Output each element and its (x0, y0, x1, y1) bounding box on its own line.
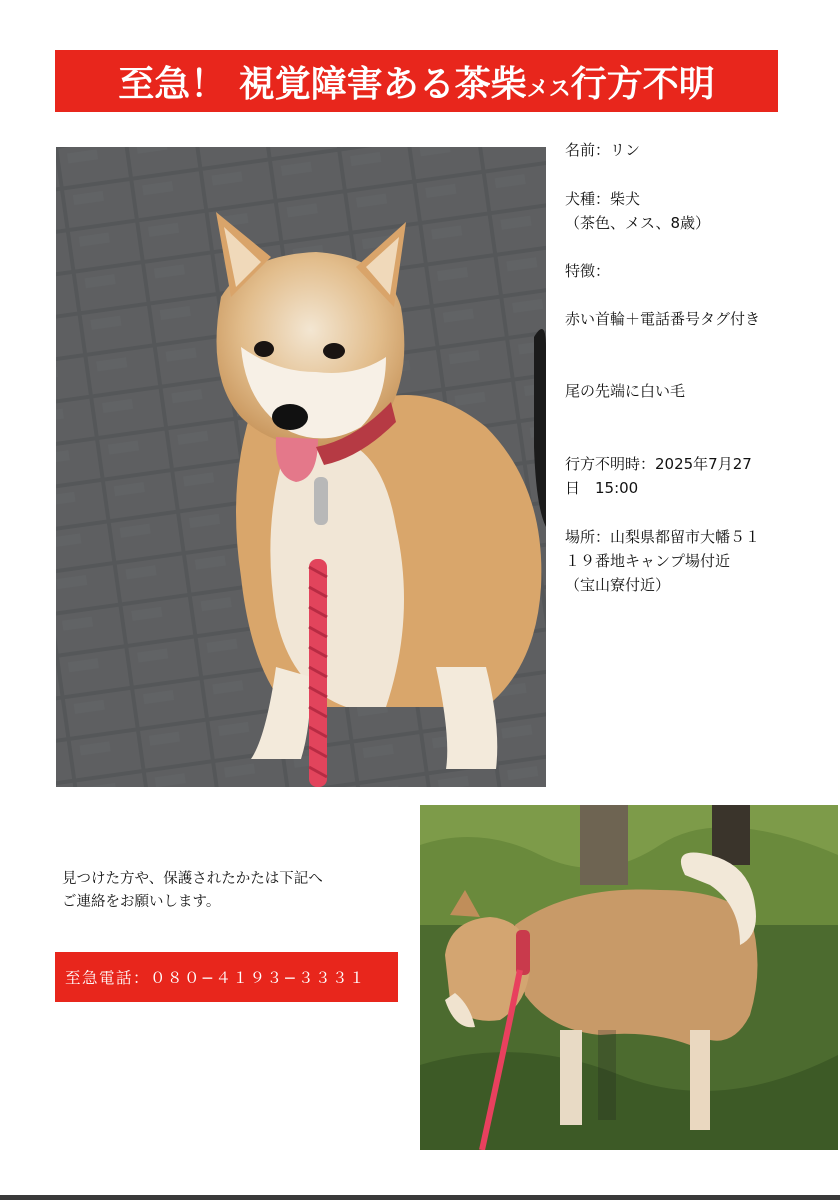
contact-message-line1: 見つけた方や、保護されたかたは下記へ (62, 871, 323, 887)
bottom-border (0, 1195, 840, 1200)
location-line1: 場所：山梨県都留市大幡５１ (565, 528, 761, 546)
contact-message-line2: ご連絡をお願いします。 (62, 894, 221, 910)
contact-message (62, 868, 402, 914)
page-title (118, 56, 715, 107)
dog-breed-detail: （茶色、メス、8歳） (565, 214, 710, 232)
feature-tail: 尾の先端に白い毛 (565, 382, 686, 400)
location-line2: １９番地キャンプ場付近 (565, 552, 731, 570)
dog-name: 名前：リン (565, 141, 641, 159)
dog-photo-grass (420, 805, 838, 1150)
phone-banner (55, 952, 398, 1002)
missing-time-line1: 行方不明時：2025年7月27 (565, 455, 752, 473)
dog-breed: 犬種：柴犬 (565, 190, 641, 208)
location-line3: （宝山寮付近） (565, 576, 671, 594)
dog-photo-sitting (56, 147, 546, 787)
title-end: 行方不明 (570, 63, 715, 105)
title-banner (55, 50, 778, 112)
emergency-phone[interactable]: 至急電話：０８０−４１９３−３３３１ (65, 969, 366, 987)
title-main: 至急！ 視覚障害ある茶柴 (118, 63, 527, 105)
missing-time-line2: 日 15:00 (565, 479, 639, 497)
title-small: メス (526, 76, 571, 102)
features-label: 特徴： (565, 262, 611, 280)
feature-collar: 赤い首輪＋電話番号タグ付き (565, 310, 761, 328)
